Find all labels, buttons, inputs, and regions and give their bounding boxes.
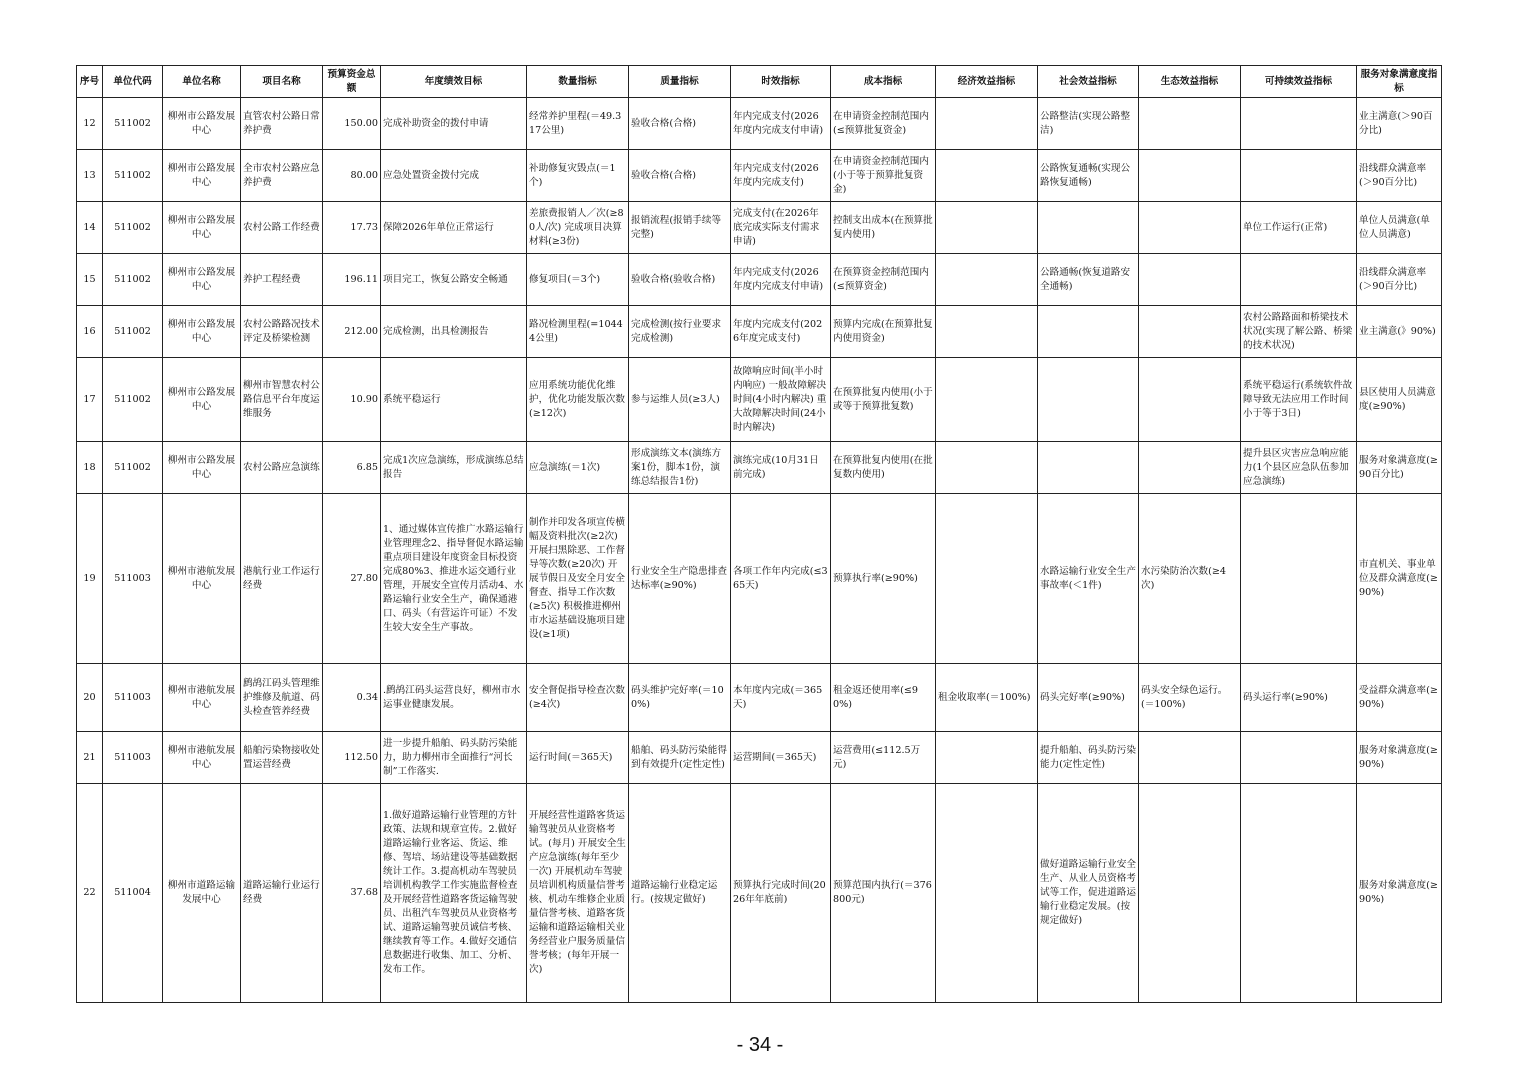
cell-unit-code: 511003: [103, 732, 163, 784]
cell-cost: 控制支出成本(在预算批复内使用): [831, 202, 936, 254]
cell-quantity: 制作并印发各项宣传横幅及资料批次(≥2次) 开展扫黑除恶、工作督导等次数(≥20次) 开展节假日及安全月安全督查、指导工作次数(≥5次) 积极推进柳州市水运基础设施项目建设(≥1项): [527, 494, 629, 664]
cell-quality: 码头维护完好率(＝100%): [629, 664, 731, 732]
table-row: [77, 442, 1442, 494]
cell-unit-code: 511003: [103, 664, 163, 732]
cell-sustainable: [1241, 732, 1357, 784]
cell-quality: 验收合格(合格): [629, 98, 731, 150]
cell-social: 水路运输行业安全生产事故率(＜1件): [1038, 494, 1139, 664]
header-timeliness: 时效指标: [731, 66, 831, 98]
cell-economic: [936, 494, 1038, 664]
cell-social: [1038, 202, 1139, 254]
cell-unit-code: 511002: [103, 202, 163, 254]
table-row: [77, 306, 1442, 358]
cell-budget: 0.34: [323, 664, 381, 732]
cell-project-name: 农村公路工作经费: [241, 202, 323, 254]
cell-social: 公路恢复通畅(实现公路恢复通畅): [1038, 150, 1139, 202]
cell-cost: 在申请资金控制范围内(≤预算批复资金): [831, 98, 936, 150]
cell-cost: 在预算资金控制范围内(≤预算资金): [831, 254, 936, 306]
cell-annual-goal: 应急处置资金拨付完成: [381, 150, 527, 202]
cell-quantity: 经常养护里程(＝49.317公里): [527, 98, 629, 150]
cell-quantity: 应用系统功能优化维护，优化功能发版次数(≥12次): [527, 358, 629, 442]
cell-sustainable: [1241, 254, 1357, 306]
cell-quality: 形成演练文本(演练方案1份，脚本1份，演练总结报告1份): [629, 442, 731, 494]
cell-unit-name: 柳州市公路发展中心: [163, 202, 241, 254]
cell-project-name: 全市农村公路应急养护费: [241, 150, 323, 202]
cell-satisfaction: 市直机关、事业单位及群众满意度(≥90%): [1357, 494, 1442, 664]
cell-ecological: [1139, 442, 1241, 494]
cell-satisfaction: 县区使用人员满意度(≥90%): [1357, 358, 1442, 442]
cell-social: 做好道路运输行业安全生产、从业人员资格考试等工作，促进道路运输行业稳定发展。(按规定做好): [1038, 784, 1139, 1003]
cell-unit-code: 511002: [103, 98, 163, 150]
cell-budget: 27.80: [323, 494, 381, 664]
cell-timeliness: 年度内完成支付(2026年度完成支付): [731, 306, 831, 358]
cell-budget: 17.73: [323, 202, 381, 254]
cell-social: 码头完好率(≥90%): [1038, 664, 1139, 732]
cell-sustainable: [1241, 150, 1357, 202]
table-row: [77, 254, 1442, 306]
cell-timeliness: 本年度内完成(＝365天): [731, 664, 831, 732]
cell-economic: [936, 442, 1038, 494]
cell-quality: 船舶、码头防污染能得到有效提升(定性定性): [629, 732, 731, 784]
header-unit-code: 单位代码: [103, 66, 163, 98]
header-economic: 经济效益指标: [936, 66, 1038, 98]
table-row: [77, 664, 1442, 732]
cell-sustainable: 农村公路路面和桥梁技术状况(实现了解公路、桥梁的技术状况): [1241, 306, 1357, 358]
cell-social: 公路通畅(恢复道路安全通畅): [1038, 254, 1139, 306]
table-row: [77, 98, 1442, 150]
table-row: [77, 202, 1442, 254]
cell-index: 21: [77, 732, 103, 784]
cell-quality: 报销流程(报销手续等完整): [629, 202, 731, 254]
cell-budget: 37.68: [323, 784, 381, 1003]
cell-ecological: [1139, 254, 1241, 306]
cell-quantity: 开展经营性道路客货运输驾驶员从业资格考试。(每月) 开展安全生产应急演练(每年至少一次) 开展机动车驾驶员培训机构质量信誉考核、机动车维修企业质量信誉考核、道路客货运输和道路运输相关业务经营业户服务质量信誉考核；(每年开展一次): [527, 784, 629, 1003]
cell-unit-code: 511002: [103, 358, 163, 442]
cell-annual-goal: 进一步提升船舶、码头防污染能力，助力柳州市全面推行“河长制”工作落实.: [381, 732, 527, 784]
cell-unit-name: 柳州市公路发展中心: [163, 150, 241, 202]
cell-budget: 80.00: [323, 150, 381, 202]
cell-satisfaction: 服务对象满意度(≥90百分比): [1357, 442, 1442, 494]
cell-budget: 6.85: [323, 442, 381, 494]
cell-timeliness: 年内完成支付(2026年度内完成支付申请): [731, 254, 831, 306]
cell-unit-code: 511002: [103, 254, 163, 306]
cell-timeliness: 年内完成支付(2026年度内完成支付): [731, 150, 831, 202]
cell-social: [1038, 358, 1139, 442]
cell-satisfaction: 单位人员满意(单位人员满意): [1357, 202, 1442, 254]
cell-quantity: 路况检测里程(=10444公里): [527, 306, 629, 358]
header-quality: 质量指标: [629, 66, 731, 98]
cell-ecological: [1139, 784, 1241, 1003]
cell-budget: 150.00: [323, 98, 381, 150]
cell-economic: [936, 202, 1038, 254]
cell-annual-goal: .鹧鸪江码头运营良好，柳州市水运事业健康发展。: [381, 664, 527, 732]
cell-unit-name: 柳州市港航发展中心: [163, 494, 241, 664]
cell-quality: 验收合格(合格): [629, 150, 731, 202]
cell-unit-name: 柳州市公路发展中心: [163, 306, 241, 358]
cell-unit-name: 柳州市港航发展中心: [163, 732, 241, 784]
table-row: [77, 784, 1442, 1003]
header-sustainable: 可持续效益指标: [1241, 66, 1357, 98]
cell-cost: 预算执行率(≥90%): [831, 494, 936, 664]
cell-quantity: 安全督促指导检查次数(≥4次): [527, 664, 629, 732]
header-budget: 预算资金总额: [323, 66, 381, 98]
cell-index: 19: [77, 494, 103, 664]
header-quantity: 数量指标: [527, 66, 629, 98]
cell-satisfaction: 业主满意(＞90百分比): [1357, 98, 1442, 150]
cell-satisfaction: 服务对象满意度(≥90%): [1357, 732, 1442, 784]
cell-budget: 112.50: [323, 732, 381, 784]
cell-timeliness: 年内完成支付(2026年度内完成支付申请): [731, 98, 831, 150]
cell-economic: [936, 306, 1038, 358]
cell-unit-code: 511002: [103, 150, 163, 202]
cell-budget: 10.90: [323, 358, 381, 442]
cell-ecological: 码头安全绿色运行。(＝100%): [1139, 664, 1241, 732]
page-number: - 34 -: [736, 1034, 784, 1056]
cell-annual-goal: 1、通过媒体宣传推广水路运输行业管理理念2、指导督促水路运输重点项目建设年度资金目标投资完成80%3、推进水运交通行业管理，开展安全宣传月活动4、水路运输行业安全生产，确保通港口、码头（有营运许可证）不发生较大安全生产事故。: [381, 494, 527, 664]
cell-timeliness: 故障响应时间(半小时内响应) 一般故障解决时间(4小时内解决) 重大故障解决时间(24小时内解决): [731, 358, 831, 442]
cell-sustainable: [1241, 98, 1357, 150]
cell-index: 20: [77, 664, 103, 732]
cell-project-name: 道路运输行业运行经费: [241, 784, 323, 1003]
cell-unit-name: 柳州市道路运输发展中心: [163, 784, 241, 1003]
cell-unit-name: 柳州市公路发展中心: [163, 442, 241, 494]
cell-ecological: [1139, 202, 1241, 254]
cell-economic: [936, 784, 1038, 1003]
cell-timeliness: 演练完成(10月31日前完成): [731, 442, 831, 494]
header-index: 序号: [77, 66, 103, 98]
cell-index: 22: [77, 784, 103, 1003]
cell-economic: [936, 358, 1038, 442]
cell-unit-code: 511002: [103, 306, 163, 358]
cell-project-name: 船舶污染物接收处置运营经费: [241, 732, 323, 784]
cell-annual-goal: 保障2026年单位正常运行: [381, 202, 527, 254]
table-row: [77, 150, 1442, 202]
header-row: [77, 66, 1442, 98]
cell-economic: 租金收取率(＝100%): [936, 664, 1038, 732]
cell-annual-goal: 1.做好道路运输行业管理的方针政策、法规和规章宣传。2.做好道路运输行业客运、货运、维修、驾培、场站建设等基础数据统计工作。3.提高机动车驾驶员培训机构教学工作实施监督检查及开展经营性道路客货运输驾驶员、出租汽车驾驶员从业资格考试、道路运输驾驶员诚信考核、继续教育等工作。4.做好交通信息数据进行收集、加工、分析、发布工作。: [381, 784, 527, 1003]
cell-satisfaction: 沿线群众满意率(＞90百分比): [1357, 150, 1442, 202]
performance-table: [76, 65, 1442, 1003]
cell-social: [1038, 306, 1139, 358]
cell-budget: 196.11: [323, 254, 381, 306]
cell-project-name: 农村公路应急演练: [241, 442, 323, 494]
header-project-name: 项目名称: [241, 66, 323, 98]
table-row: [77, 732, 1442, 784]
cell-cost: 租金返还使用率(≤90%): [831, 664, 936, 732]
cell-timeliness: 完成支付(在2026年底完成实际支付需求申请): [731, 202, 831, 254]
cell-timeliness: 运营期间(＝365天): [731, 732, 831, 784]
cell-satisfaction: 服务对象满意度(≥90%): [1357, 784, 1442, 1003]
cell-quantity: 运行时间(＝365天): [527, 732, 629, 784]
cell-economic: [936, 732, 1038, 784]
cell-annual-goal: 完成检测，出具检测报告: [381, 306, 527, 358]
cell-ecological: [1139, 98, 1241, 150]
cell-quantity: 修复项目(＝3个): [527, 254, 629, 306]
cell-quality: 道路运输行业稳定运行。(按规定做好): [629, 784, 731, 1003]
cell-unit-code: 511004: [103, 784, 163, 1003]
cell-unit-name: 柳州市公路发展中心: [163, 358, 241, 442]
cell-social: [1038, 442, 1139, 494]
cell-cost: 在预算批复内使用(小于或等于预算批复数): [831, 358, 936, 442]
cell-unit-name: 柳州市公路发展中心: [163, 98, 241, 150]
table-row: [77, 494, 1442, 664]
cell-index: 15: [77, 254, 103, 306]
cell-satisfaction: 业主满意(》90%): [1357, 306, 1442, 358]
cell-ecological: [1139, 358, 1241, 442]
cell-annual-goal: 完成1次应急演练，形成演练总结报告: [381, 442, 527, 494]
cell-annual-goal: 项目完工，恢复公路安全畅通: [381, 254, 527, 306]
header-social: 社会效益指标: [1038, 66, 1139, 98]
header-annual-goal: 年度绩效目标: [381, 66, 527, 98]
cell-index: 13: [77, 150, 103, 202]
cell-sustainable: 单位工作运行(正常): [1241, 202, 1357, 254]
header-satisfaction: 服务对象满意度指标: [1357, 66, 1442, 98]
cell-project-name: 柳州市智慧农村公路信息平台年度运维服务: [241, 358, 323, 442]
cell-index: 14: [77, 202, 103, 254]
cell-unit-name: 柳州市港航发展中心: [163, 664, 241, 732]
cell-satisfaction: 受益群众满意率(≥90%): [1357, 664, 1442, 732]
cell-unit-name: 柳州市公路发展中心: [163, 254, 241, 306]
cell-cost: 在预算批复内使用(在批复数内使用): [831, 442, 936, 494]
cell-index: 18: [77, 442, 103, 494]
header-unit-name: 单位名称: [163, 66, 241, 98]
cell-economic: [936, 150, 1038, 202]
cell-project-name: 港航行业工作运行经费: [241, 494, 323, 664]
cell-ecological: 水污染防治次数(≥4次): [1139, 494, 1241, 664]
cell-ecological: [1139, 306, 1241, 358]
cell-timeliness: 预算执行完成时间(2026年年底前): [731, 784, 831, 1003]
cell-sustainable: 系统平稳运行(系统软件故障导致无法应用工作时间小于等于3日): [1241, 358, 1357, 442]
header-cost: 成本指标: [831, 66, 936, 98]
cell-quality: 验收合格(验收合格): [629, 254, 731, 306]
cell-sustainable: [1241, 494, 1357, 664]
cell-cost: 预算内完成(在预算批复内使用资金): [831, 306, 936, 358]
cell-unit-code: 511003: [103, 494, 163, 664]
cell-ecological: [1139, 732, 1241, 784]
cell-cost: 在申请资金控制范围内(小于等于预算批复资金): [831, 150, 936, 202]
cell-ecological: [1139, 150, 1241, 202]
cell-budget: 212.00: [323, 306, 381, 358]
cell-sustainable: 提升县区灾害应急响应能力(1个县区应急队伍参加应急演练): [1241, 442, 1357, 494]
cell-project-name: 农村公路路况技术评定及桥梁检测: [241, 306, 323, 358]
cell-quantity: 差旅费报销人／次(≥80人/次) 完成项目决算材料(≥3份): [527, 202, 629, 254]
cell-satisfaction: 沿线群众满意率(＞90百分比): [1357, 254, 1442, 306]
cell-economic: [936, 98, 1038, 150]
cell-social: 提升船舶、码头防污染能力(定性定性): [1038, 732, 1139, 784]
cell-quality: 参与运维人员(≥3人): [629, 358, 731, 442]
cell-sustainable: 码头运行率(≥90%): [1241, 664, 1357, 732]
cell-index: 12: [77, 98, 103, 150]
cell-project-name: 鹧鸪江码头管理维护维修及航道、码头检查管养经费: [241, 664, 323, 732]
header-ecological: 生态效益指标: [1139, 66, 1241, 98]
cell-cost: 预算范围内执行(＝376800元): [831, 784, 936, 1003]
cell-economic: [936, 254, 1038, 306]
cell-sustainable: [1241, 784, 1357, 1003]
cell-cost: 运营费用(≤112.5万元): [831, 732, 936, 784]
cell-project-name: 直管农村公路日常养护费: [241, 98, 323, 150]
cell-social: 公路整洁(实现公路整洁): [1038, 98, 1139, 150]
table-row: [77, 358, 1442, 442]
cell-index: 16: [77, 306, 103, 358]
cell-index: 17: [77, 358, 103, 442]
cell-project-name: 养护工程经费: [241, 254, 323, 306]
cell-quantity: 应急演练(＝1次): [527, 442, 629, 494]
cell-quality: 完成检测(按行业要求完成检测): [629, 306, 731, 358]
cell-timeliness: 各项工作年内完成(≤365天): [731, 494, 831, 664]
cell-unit-code: 511002: [103, 442, 163, 494]
cell-quality: 行业安全生产隐患排查达标率(≥90%): [629, 494, 731, 664]
cell-annual-goal: 完成补助资金的拨付申请: [381, 98, 527, 150]
cell-annual-goal: 系统平稳运行: [381, 358, 527, 442]
cell-quantity: 补助修复灾毁点(＝1个): [527, 150, 629, 202]
